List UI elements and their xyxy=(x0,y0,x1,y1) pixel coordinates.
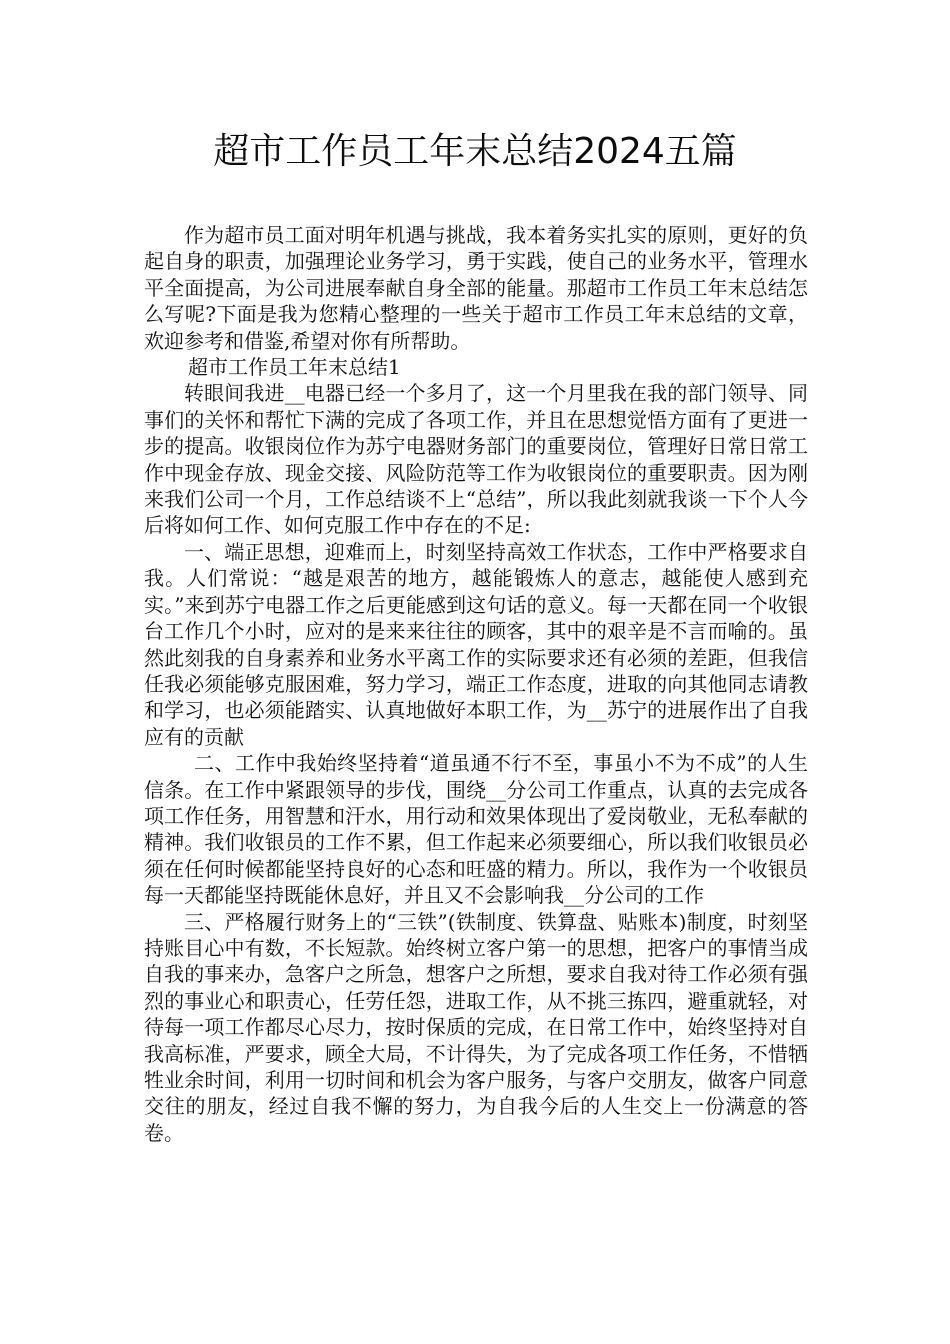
intro-paragraph: 作为超市员工面对明年机遇与挑战，我本着务实扎实的原则，更好的负起自身的职责，加强理论业务学习，勇于实践，使自己的业务水平，管理水平全面提高，为公司进展奉献自身全部的能量。那超市工作员工年末总结怎么写呢?下面是我为您精心整理的一些关于超市工作员工年末总结的文章，欢迎参考和借鉴,希望对你有所帮助。 xyxy=(144,223,808,353)
document-title: 超市工作员工年末总结2024五篇 xyxy=(213,131,737,172)
section-heading: 超市工作员工年末总结1 xyxy=(188,355,401,380)
body-paragraph: 二、工作中我始终坚持着“道虽通不行不至，事虽小不为不成”的人生信条。在工作中紧跟领导的步伐，围绕__分公司工作重点，认真的去完成各项工作任务，用智慧和汗水，用行动和效果体现出了爱岗敬业，无私奉献的精神。我们收银员的工作不累，但工作起来必须要细心，所以我们收银员必须在任何时候都能坚持良好的心态和旺盛的精力。所以，我作为一个收银员每一天都能坚持既能休息好，并且又不会影响我__分公司的工作 xyxy=(144,751,808,908)
body-paragraph: 转眼间我进__电器已经一个多月了，这一个月里我在我的部门领导、同事们的关怀和帮忙下满的完成了各项工作，并且在思想觉悟方面有了更进一步的提高。收银岗位作为苏宁电器财务部门的重要岗位，管理好日常日常工作中现金存放、现金交接、风险防范等工作为收银岗位的重要职责。因为刚来我们公司一个月，工作总结谈不上“总结”，所以我此刻就我谈一下个人今后将如何工作、如何克服工作中存在的不足: xyxy=(144,381,808,538)
body-paragraph: 一、端正思想，迎难而上，时刻坚持高效工作状态，工作中严格要求自我。人们常说：“越是艰苦的地方，越能锻炼人的意志，越能使人感到充实。”来到苏宁电器工作之后更能感到这句话的意义。每一天都在同一个收银台工作几个小时，应对的是来来往往的顾客，其中的艰辛是不言而喻的。虽然此刻我的自身素养和业务水平离工作的实际要求还有必须的差距，但我信任我必须能够克服困难，努力学习，端正工作态度，进取的向其他同志请教和学习，也必须能踏实、认真地做好本职工作，为__苏宁的进展作出了自我应有的贡献 xyxy=(144,539,808,749)
document-body xyxy=(144,222,808,1146)
body-paragraph: 三、严格履行财务上的“三铁”(铁制度、铁算盘、贴账本)制度，时刻坚持账目心中有数，不长短款。始终树立客户第一的思想，把客户的事情当成自我的事来办，急客户之所急，想客户之所想，要求自我对待工作必须有强烈的事业心和职责心，任劳任怨，进取工作，从不挑三拣四，避重就轻，对待每一项工作都尽心尽力，按时保质的完成，在日常工作中，始终坚持对自我高标准，严要求，顾全大局，不计得失，为了完成各项工作任务，不惜牺牲业余时间，利用一切时间和机会为客户服务，与客户交朋友，做客户同意交往的朋友，经过自我不懈的努力，为自我今后的人生交上一份满意的答卷。 xyxy=(144,909,808,1145)
